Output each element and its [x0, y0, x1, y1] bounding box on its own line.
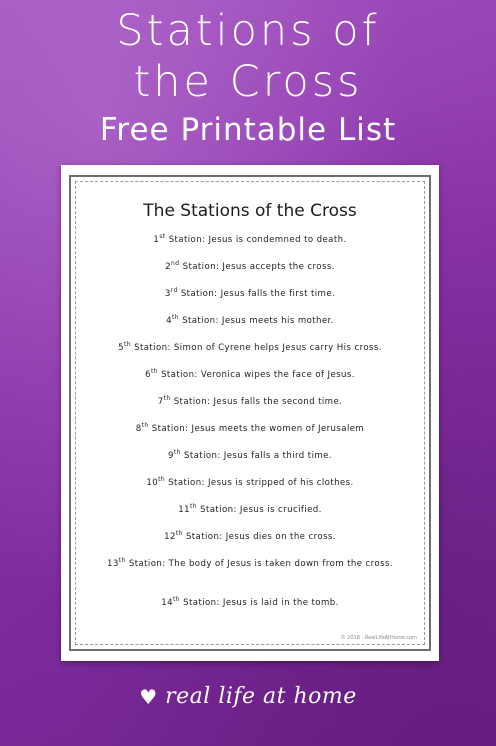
station-number: 14 — [161, 598, 174, 608]
station-text: Station: Simon of Cyrene helps Jesus carry His cross. — [134, 343, 382, 353]
station-item — [81, 558, 419, 597]
station-number: 10 — [146, 478, 159, 488]
station-number: 8 — [135, 424, 142, 434]
subtitle: Free Printable List — [99, 112, 397, 148]
station-item — [81, 423, 419, 450]
station-ordinal: th — [141, 422, 149, 430]
station-number: 13 — [107, 559, 119, 569]
station-item — [81, 288, 419, 315]
station-item — [81, 396, 419, 423]
station-text: Station: Jesus accepts the cross. — [182, 262, 335, 272]
printable-sheet — [61, 165, 439, 661]
station-text: Station: The body of Jesus is taken down from the cross. — [128, 559, 393, 569]
station-item — [81, 597, 419, 624]
station-text: Station: Veronica wipes the face of Jesus. — [161, 370, 355, 380]
station-text: Station: Jesus falls the second time. — [173, 397, 343, 407]
title-line-1: Stations of — [116, 6, 380, 56]
list-title: The Stations of the Cross — [143, 201, 357, 221]
station-ordinal: th — [172, 314, 179, 322]
brand-footer — [0, 684, 496, 709]
station-text: Station: Jesus falls the first time. — [180, 289, 336, 299]
station-number: 9 — [168, 451, 174, 461]
station-number: 6 — [145, 370, 151, 380]
stations-list — [81, 234, 419, 624]
station-item — [81, 531, 419, 558]
station-number: 3 — [164, 289, 171, 299]
station-text: Station: Jesus meets his mother. — [182, 316, 334, 326]
station-ordinal: th — [175, 530, 183, 538]
station-text: Station: Jesus is crucified. — [200, 505, 322, 515]
station-item — [81, 315, 419, 342]
station-item — [81, 369, 419, 396]
station-number: 12 — [164, 532, 176, 542]
station-text: Station: Jesus is laid in the tomb. — [183, 598, 339, 608]
station-number: 11 — [178, 505, 190, 515]
station-text: Station: Jesus is stripped of his clothes. — [168, 478, 354, 488]
station-ordinal: th — [150, 368, 158, 376]
station-number: 1 — [153, 235, 160, 245]
station-item — [81, 450, 419, 477]
station-item — [81, 342, 419, 369]
station-number: 7 — [157, 397, 164, 407]
station-text: Station: Jesus meets the women of Jerusalem — [151, 424, 365, 434]
station-ordinal: th — [173, 596, 181, 604]
station-ordinal: th — [158, 476, 166, 484]
station-ordinal: th — [190, 503, 197, 511]
header — [0, 6, 496, 150]
station-item — [81, 504, 419, 531]
station-item — [81, 261, 419, 288]
title-line-2: the Cross — [133, 57, 363, 107]
station-text: Station: Jesus is condemned to death. — [168, 235, 347, 245]
station-item — [81, 477, 419, 504]
station-ordinal: th — [124, 341, 131, 349]
heart-icon: ♥ — [139, 684, 158, 709]
station-number: 2 — [165, 262, 172, 272]
copyright-notice: © 2018 - RealLifeAtHome.com — [340, 635, 417, 641]
station-ordinal: th — [118, 557, 126, 565]
station-ordinal: rd — [170, 287, 178, 295]
station-ordinal: st — [159, 233, 166, 241]
station-text: Station: Jesus falls a third time. — [184, 451, 332, 461]
station-item — [81, 234, 419, 261]
station-text: Station: Jesus dies on the cross. — [185, 532, 336, 542]
station-ordinal: nd — [171, 260, 180, 268]
station-ordinal: th — [163, 395, 171, 403]
brand-name: real life at home — [165, 684, 357, 709]
station-number: 4 — [166, 316, 173, 326]
station-number: 5 — [118, 343, 124, 353]
station-ordinal: th — [173, 449, 181, 457]
